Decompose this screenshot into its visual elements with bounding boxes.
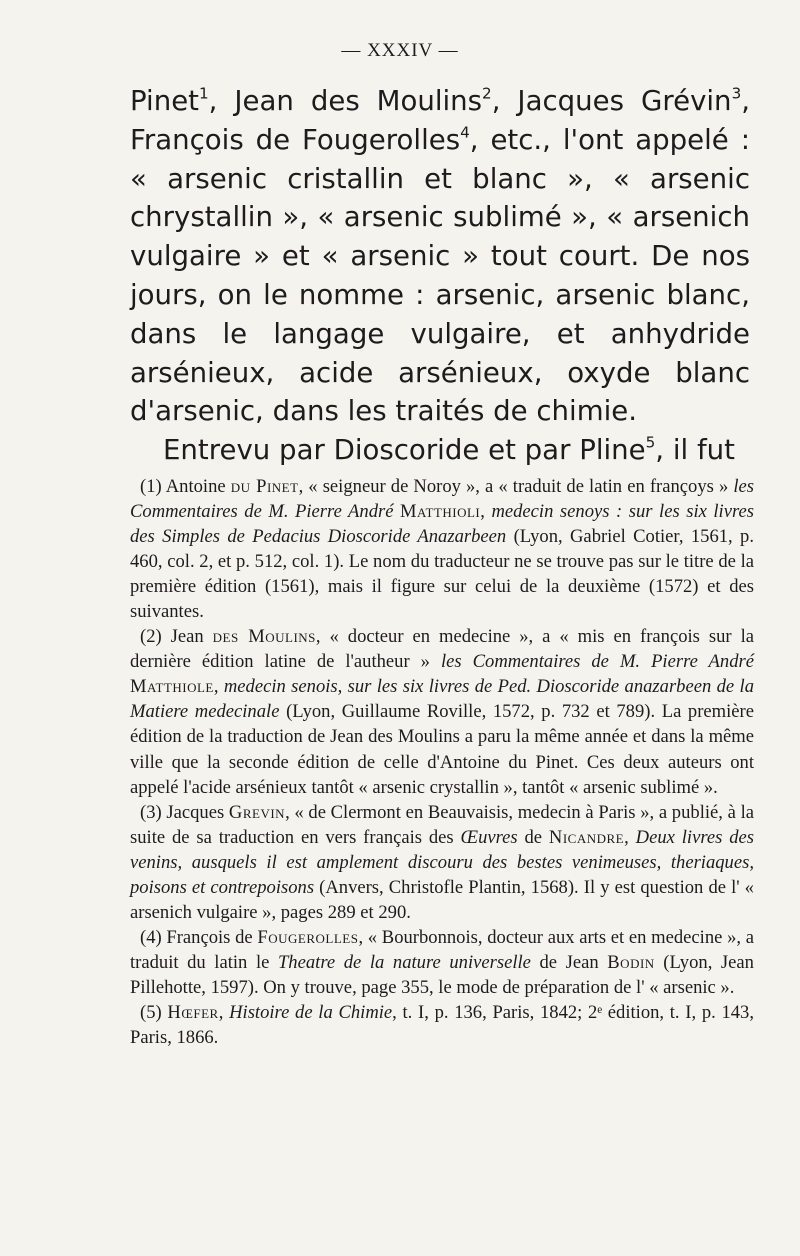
main-paragraph-2 [130, 431, 750, 470]
text-run: (3) Jacques [140, 801, 229, 823]
text-run: (1) Antoine [140, 476, 231, 497]
main-paragraph-1 [130, 82, 750, 431]
footnote-ref: 4 [460, 123, 470, 142]
text-run: , « docteur en medecine », a « mis en françois sur la dernière édition latine de l'autheur » [130, 626, 754, 673]
text-run: , etc., l'ont appelé : « arsenic cristallin et blanc », « arsenic chrystallin », « arsenic sublimé », « arsenich vulgaire » et « arsenic » tout court. De nos jours, on le nomme : arsenic, arsenic blanc, dans le langage vulgaire, et anhydride arsénieux, acide arsénieux, oxyde blanc d'arsenic, dans les traités de chimie. [130, 122, 750, 428]
text-run: , [213, 676, 224, 698]
text-run: (Anvers, Christofle Plantin, 1568). Il y est question de l' « arsenich vulgaire », pages 289 et 290. [130, 876, 754, 923]
text-run: Pinet [130, 84, 199, 117]
text-run: , François de Fougerolles [130, 84, 750, 156]
footnote-2 [130, 624, 754, 799]
book-title: Histoire de la Chimie [229, 1001, 393, 1023]
text-run: (4) François de [140, 926, 258, 948]
text-run: , t. I, p. 136, Paris, 1842; 2ᵉ édition, t. I, p. 143, Paris, 1866. [130, 1001, 754, 1049]
author-name: Nicandre [548, 826, 625, 848]
author-name: Bodin [607, 951, 655, 973]
book-title: les Commentaires de M. Pierre André [440, 651, 754, 673]
footnote-4 [130, 925, 754, 1000]
main-text [130, 82, 750, 470]
author-name: des Moulins [212, 626, 316, 648]
text-run: (Lyon, Jean Pillehotte, 1597). On y trouve, page 355, le mode de préparation de l' « arsenic ». [130, 951, 754, 998]
text-run: , « de Clermont en Beauvaisis, medecin à Paris », a publié, à la suite de sa traduction en vers français des [130, 801, 754, 848]
page-number: — XXXIV — [341, 40, 459, 61]
text-run: Entrevu par Dioscoride et par Pline [163, 433, 646, 467]
footnotes [130, 474, 754, 1050]
text-run: (2) Jean [140, 626, 213, 648]
text-run: , « Bourbonnois, docteur aux arts et en medecine », a traduit du latin le [130, 926, 755, 973]
footnote-3 [130, 800, 754, 925]
book-title: Œuvres [460, 826, 518, 848]
author-name: Matthioli [400, 501, 481, 523]
footnote-ref: 5 [645, 433, 656, 452]
text-run: (5) [140, 1001, 168, 1023]
author-name: du Pinet [230, 476, 299, 497]
text-run: , il fut [655, 433, 735, 467]
text-run: de [517, 826, 549, 848]
footnote-1 [130, 474, 754, 624]
footnote-ref: 1 [198, 84, 209, 103]
text-run: , Jacques Grévin [491, 84, 732, 117]
book-title: Deux livres des venins, ausquels il est amplement discouru des bestes venimeuses, theriaques, poisons et contrepoisons [130, 826, 754, 898]
text-run: (Lyon, Gabriel Cotier, 1561, p. 460, col. 2, et p. 512, col. 1). Le nom du traducteur ne se trouve pas sur le titre de la première édition (1561), mais il figure sur celui de la deuxième (1572) et des suivantes. [130, 526, 754, 623]
text-run: (Lyon, Guillaume Roville, 1572, p. 732 et 789). La première édition de la traduction de Jean des Moulins a paru la même année et dans la même ville que la seconde édition de celle d'Antoine du Pinet. Ces deux auteurs ont appelé l'acide arsénieux tantôt « arsenic crystallin », tantôt « arsenic sublimé ». [130, 701, 754, 798]
text-run: de Jean [530, 951, 608, 973]
text-run: , Jean des Moulins [208, 84, 483, 117]
book-title: medecin senoys : sur les six livres des Simples de Pedacius Dioscoride Anazarbeen [130, 501, 755, 548]
author-name: Hœfer [167, 1001, 219, 1023]
author-name: Matthiole [130, 676, 214, 698]
author-name: Grevin [228, 801, 286, 823]
text-run: , [624, 826, 636, 848]
author-name: Fougerolles [257, 926, 359, 948]
book-title: Theatre de la nature universelle [277, 951, 531, 973]
text-run: , [218, 1001, 230, 1023]
footnote-5 [130, 1000, 754, 1050]
book-title: les Commentaires de M. Pierre André [130, 476, 754, 523]
text-run: , [480, 501, 492, 523]
book-title: medecin senois, sur les six livres de Ped. Dioscoride anazarbeen de la Matiere medecinale [130, 676, 754, 723]
text-run: , « seigneur de Noroy », a « traduit de latin en françoys » [298, 476, 734, 497]
footnote-ref: 3 [731, 84, 742, 103]
footnote-ref: 2 [482, 84, 492, 103]
